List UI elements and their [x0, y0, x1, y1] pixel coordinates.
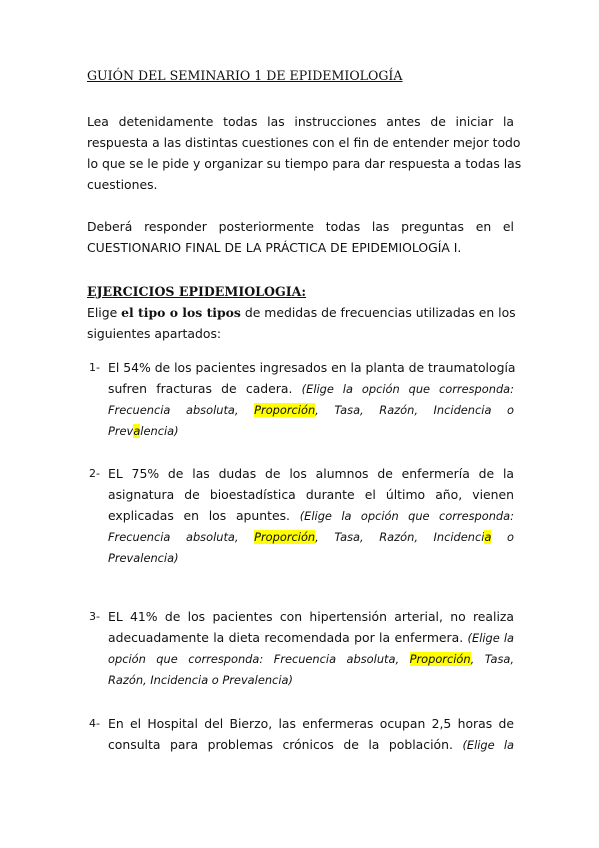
list-item: En el Hospital del Bierzo, las enfermeras ocupan 2,5 horas de consulta para problemas crónicos de la población. (Elige la [108, 716, 514, 752]
section-intro-line: siguientes apartados: [87, 326, 222, 341]
emphasis-text: el tipo o los tipos [121, 305, 241, 320]
instructions-line: lo que se le pide y organizar su tiempo para dar respuesta a todas las [87, 156, 522, 171]
document-title: GUIÓN DEL SEMINARIO 1 DE EPIDEMIOLOGÍA [87, 68, 403, 83]
final-note-line: CUESTIONARIO FINAL DE LA PRÁCTICA DE EPIDEMIOLOGÍA I. [87, 240, 462, 255]
list-item: EL 75% de las dudas de los alumnos de enfermería de la asignatura de bioestadística durante el último año, vienen explicadas en los apuntes. (Elige la opción que corresponda: Frecuencia absoluta, Proporción, Tasa, Razón, Incidencia o Prevalencia) [108, 466, 514, 565]
instructions-line: cuestiones. [87, 177, 158, 192]
instructions-line: Lea detenidamente todas las instrucciones antes de iniciar la [87, 114, 514, 129]
final-note-line: Deberá responder posteriormente todas las preguntas en el [87, 219, 514, 234]
highlighted-answer: Proporción [409, 652, 471, 666]
list-item: El 54% de los pacientes ingresados en la planta de traumatología sufren fracturas de cadera. (Elige la opción que corresponda: Frecuencia absoluta, Proporción, Tasa, Razón, Incidencia o Prevalencia) [108, 360, 516, 438]
final-note-paragraph [87, 216, 514, 258]
section-intro [87, 302, 514, 344]
instructions-line: respuesta a las distintas cuestiones con el fin de entender mejor todo [87, 135, 521, 150]
highlighted-answer: a [484, 530, 492, 544]
list-item: EL 41% de los pacientes con hipertensión arterial, no realiza adecuadamente la dieta recomendada por la enfermera. (Elige la opción que corresponda: Frecuencia absoluta, Proporción, Tasa, Razón, Incidencia o Prevalencia) [108, 609, 514, 687]
highlighted-answer: Proporción [254, 403, 316, 417]
section-intro-line: Elige el tipo o los tipos de medidas de frecuencias utilizadas en los [87, 305, 516, 320]
item-number: 3- [89, 610, 100, 623]
item-number: 4- [89, 717, 100, 730]
highlighted-answer: Proporción [254, 530, 316, 544]
item-number: 2- [89, 467, 100, 480]
instructions-paragraph [87, 111, 522, 195]
section-heading: EJERCICIOS EPIDEMIOLOGIA: [87, 284, 307, 299]
item-number: 1- [89, 361, 100, 374]
highlighted-answer: a [133, 424, 141, 438]
